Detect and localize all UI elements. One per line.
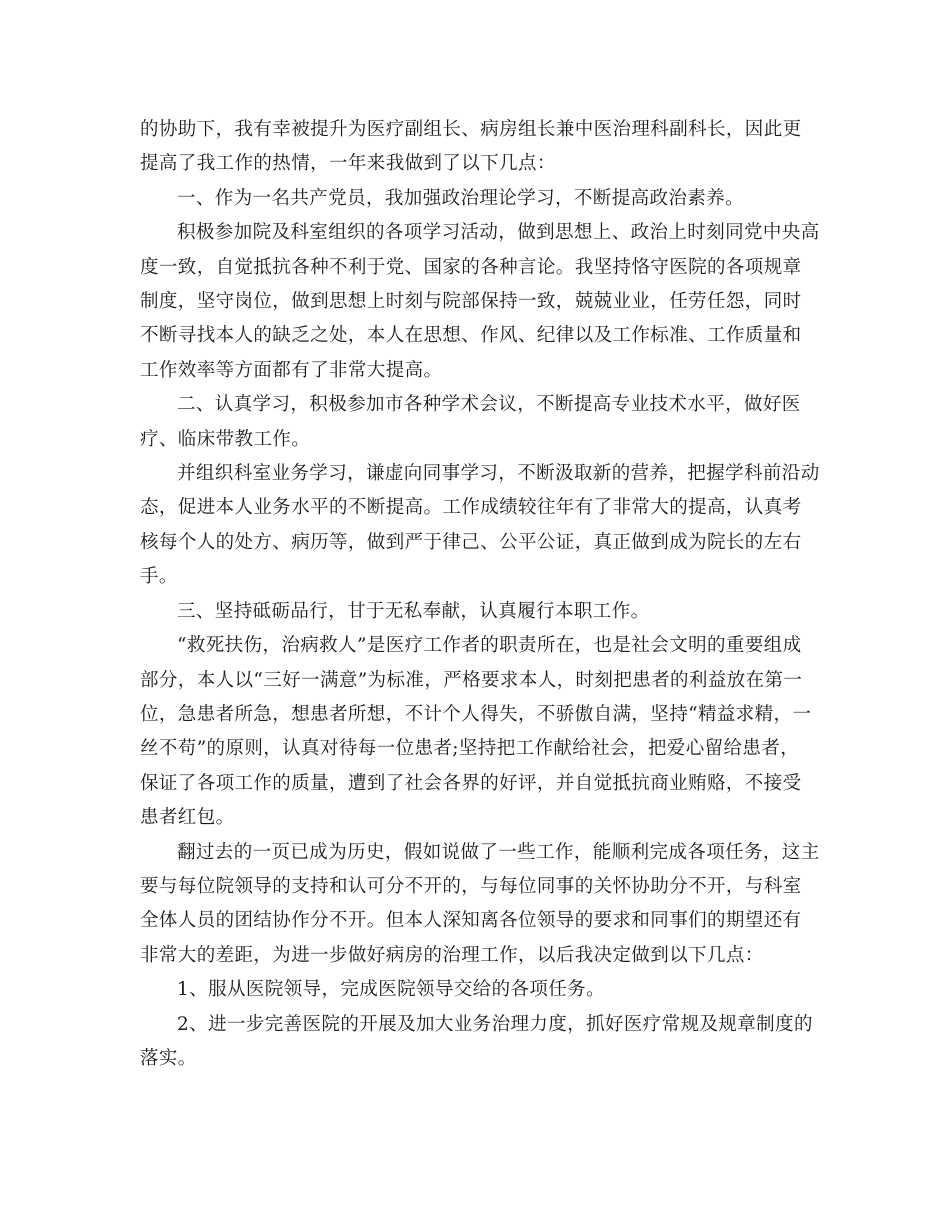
document-body [140, 113, 820, 1076]
paragraph: “救死扶伤，治病救人”是医疗工作者的职责所在，也是社会文明的重要组成部分，本人以“三好一满意”为标准，严格要求本人，时刻把患者的利益放在第一位，急患者所急，想患者所想，不计个人得失，不骄傲自满，坚持“精益求精，一丝不苟”的原则，认真对待每一位患者;坚持把工作献给社会，把爱心留给患者， [140, 635, 812, 760]
section-heading-1: 一、作为一名共产党员，我加强政治理论学习，不断提高政治素养。 [177, 187, 745, 209]
section-heading-2: 二、认真学习，积极参加市各种学术会议，不断提高专业技术水平，做好医疗、临床带教工作。 [140, 394, 801, 450]
paragraph: 并组织科室业务学习，谦虚向同事学习，不断汲取新的营养，把握学科前沿动态，促进本人业务水平的不断提高。工作成绩较往年有了非常大的提高，认真考核每个人的处方、病历等，做到严于律己、公平公证，真正做到成为院长的左右手。 [140, 463, 820, 588]
paragraph: 保证了各项工作的质量，遭到了社会各界的好评，并自觉抵抗商业贿赂，不接受患者红包。 [140, 772, 802, 829]
paragraph: 的协助下，我有幸被提升为医疗副组长、病房组长兼中医治理科副科长，因此更提高了我工作的热情，一年来我做到了以下几点： [140, 119, 802, 175]
list-item: 1、服从医院领导，完成医院领导交给的各项任务。 [177, 979, 605, 1001]
paragraph: 积极参加院及科室组织的各项学习活动，做到思想上、政治上时刻同党中央高度一致，自觉抵抗各种不利于党、国家的各种言论。我坚持恪守医院的各项规章制度，坚守岗位，做到思想上时刻与院部保持一致，兢兢业业，任劳任怨，同时不断寻找本人的缺乏之处，本人在思想、作风、纪律以及工作标准、工作质量和工作效率等方面都有了非常大提高。 [140, 222, 820, 381]
section-heading-3: 三、坚持砥砺品行，甘于无私奉献，认真履行本职工作。 [177, 600, 650, 622]
list-item: 2、进一步完善医院的开展及加大业务治理力度，抓好医疗常规及规章制度的落实。 [140, 1013, 813, 1069]
paragraph: 翻过去的一页已成为历史，假如说做了一些工作，能顺利完成各项任务，这主要与每位院领导的支持和认可分不开的，与每位同事的关怀协助分不开，与科室全体人员的团结协作分不开。但本人深知离各位领导的要求和同事们的期望还有非常大的差距，为进一步做好病房的治理工作，以后我决定做到以下几点： [140, 841, 820, 966]
